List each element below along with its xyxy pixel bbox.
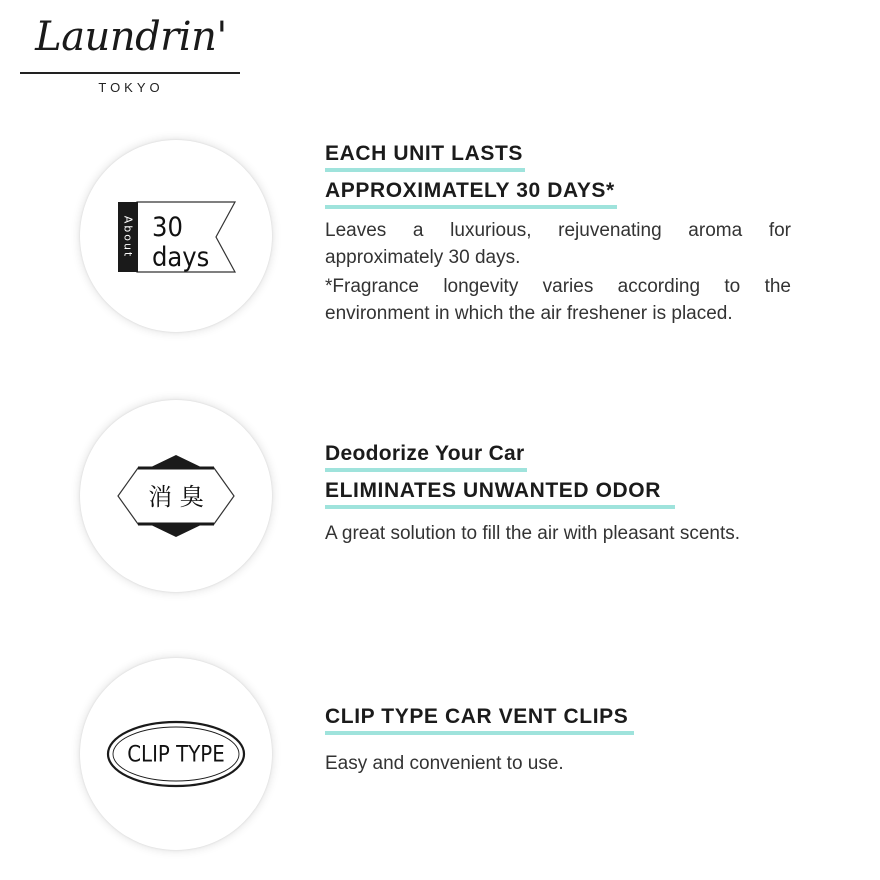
about-30-days-flag-icon bbox=[80, 140, 272, 332]
section1-body-2: *Fragrance longevity varies according to the environment in which the air freshener is placed. bbox=[325, 276, 791, 324]
deodorize-badge bbox=[80, 400, 272, 592]
section3-heading: CLIP TYPE CAR VENT CLIPS bbox=[325, 703, 634, 735]
logo-divider bbox=[20, 72, 240, 74]
deodorize-hexagon-icon bbox=[80, 400, 272, 592]
about-label: About bbox=[121, 215, 135, 259]
clip-type-badge bbox=[80, 658, 272, 850]
brand-logo bbox=[20, 14, 242, 98]
clip-type-oval-icon bbox=[80, 658, 272, 850]
deodorize-kanji: 消 臭 bbox=[148, 483, 204, 511]
section2-body: A great solution to fill the air with pleasant scents. bbox=[325, 523, 741, 544]
section1-heading-2: APPROXIMATELY 30 DAYS* bbox=[325, 177, 617, 209]
section1-body-1: Leaves a luxurious, rejuvenating aroma for approximately 30 days. bbox=[325, 220, 791, 268]
clip-type-label: CLIP TYPE bbox=[127, 742, 225, 768]
brand-subtitle: TOKYO bbox=[98, 80, 164, 95]
section2-heading-2: ELIMINATES UNWANTED ODOR bbox=[325, 477, 675, 509]
section1-heading-1: EACH UNIT LASTS bbox=[325, 140, 525, 172]
section2-heading-1: Deodorize Your Car bbox=[325, 440, 527, 472]
days-unit: days bbox=[152, 242, 210, 273]
section3-body: Easy and convenient to use. bbox=[325, 753, 564, 774]
brand-name: Laundrin' bbox=[35, 14, 227, 60]
days-number: 30 bbox=[152, 212, 183, 243]
about-30-days-badge bbox=[80, 140, 272, 332]
